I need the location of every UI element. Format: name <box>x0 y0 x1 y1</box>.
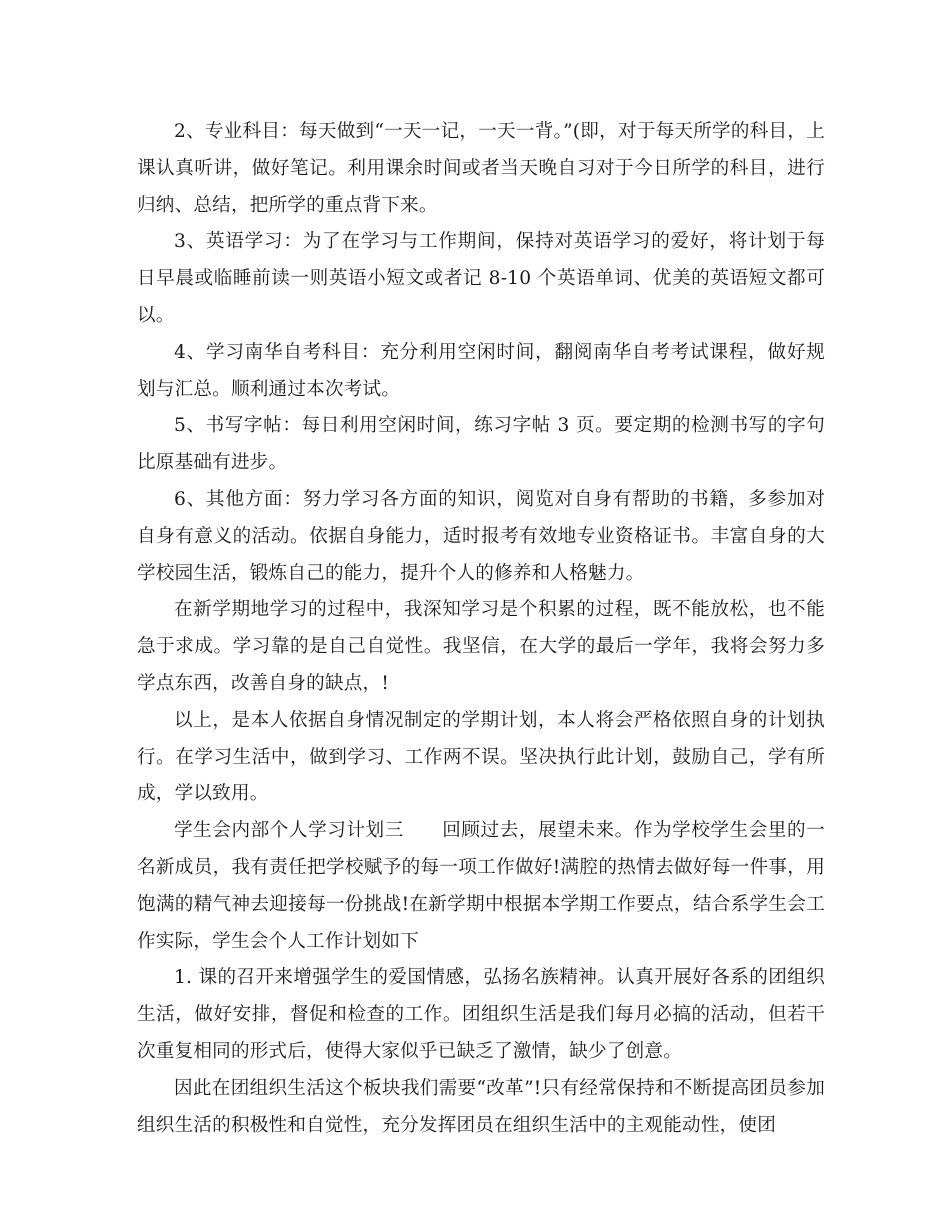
document-body <box>137 114 825 1144</box>
paragraph-other-aspects: 6、其他方面：努力学习各方面的知识，阅览对自身有帮助的书籍，多参加对自身有意义的活动。依据自身能力，适时报考有效地专业资格证书。丰富自身的大学校园生活，锻炼自己的能力，提升个人的修养和人格魅力。 <box>137 488 825 584</box>
paragraph-english-study: 3、英语学习：为了在学习与工作期间，保持对英语学习的爱好，将计划于每日早晨或临睡前读一则英语小短文或者记 8-10 个英语单词、优美的英语短文都可以。 <box>137 231 825 326</box>
paragraph-calligraphy: 5、书写字帖：每日利用空闲时间，练习字帖 3 页。要定期的检测书写的字句比原基础有进步。 <box>137 415 825 474</box>
paragraph-plan-three <box>137 813 825 960</box>
paragraph-conclusion: 以上，是本人依据自身情况制定的学期计划，本人将会严格依照自身的计划执行。在学习生活中，做到学习、工作两不误。坚决执行此计划，鼓励自己，学有所成，学以致用。 <box>137 709 825 805</box>
paragraph-reflection: 在新学期地学习的过程中，我深知学习是个积累的过程，既不能放松，也不能急于求成。学习靠的是自己自觉性。我坚信，在大学的最后一学年，我将会努力多学点东西，改善自身的缺点，! <box>137 599 825 694</box>
paragraph-reform: 因此在团组织生活这个板块我们需要“改革”!只有经常保持和不断提高团员参加组织生活的积极性和自觉性，充分发挥团员在组织生活中的主观能动性，使团 <box>137 1077 825 1136</box>
plan-intro: 回顾过去，展望未来。作为学校学生会里的一名新成员，我有责任把学校赋予的每一项工作做好!满腔的热情去做好每一件事，用饱满的精气神去迎接每一份挑战!在新学期中根据本学期工作要点，结合系学生会工作实际，学生会个人工作计划如下 <box>137 820 825 952</box>
paragraph-professional-subjects: 2、专业科目：每天做到“一天一记，一天一背。”(即，对于每天所学的科目，上课认真听讲，做好笔记。利用课余时间或者当天晚自习对于今日所学的科目，进行归纳、总结，把所学的重点背下来。 <box>137 121 825 216</box>
paragraph-self-exam: 4、学习南华自考科目：充分利用空闲时间，翻阅南华自考考试课程，做好规划与汇总。顺利通过本次考试。 <box>137 341 825 400</box>
plan-title: 学生会内部个人学习计划三 <box>174 820 404 842</box>
paragraph-item-one: 1. 课的召开来增强学生的爱国情感，弘扬名族精神。认真开展好各系的团组织生活，做好安排，督促和检查的工作。团组织生活是我们每月必搞的活动，但若干次重复相同的形式后，使得大家似乎已缺乏了激情，缺少了创意。 <box>137 967 825 1062</box>
